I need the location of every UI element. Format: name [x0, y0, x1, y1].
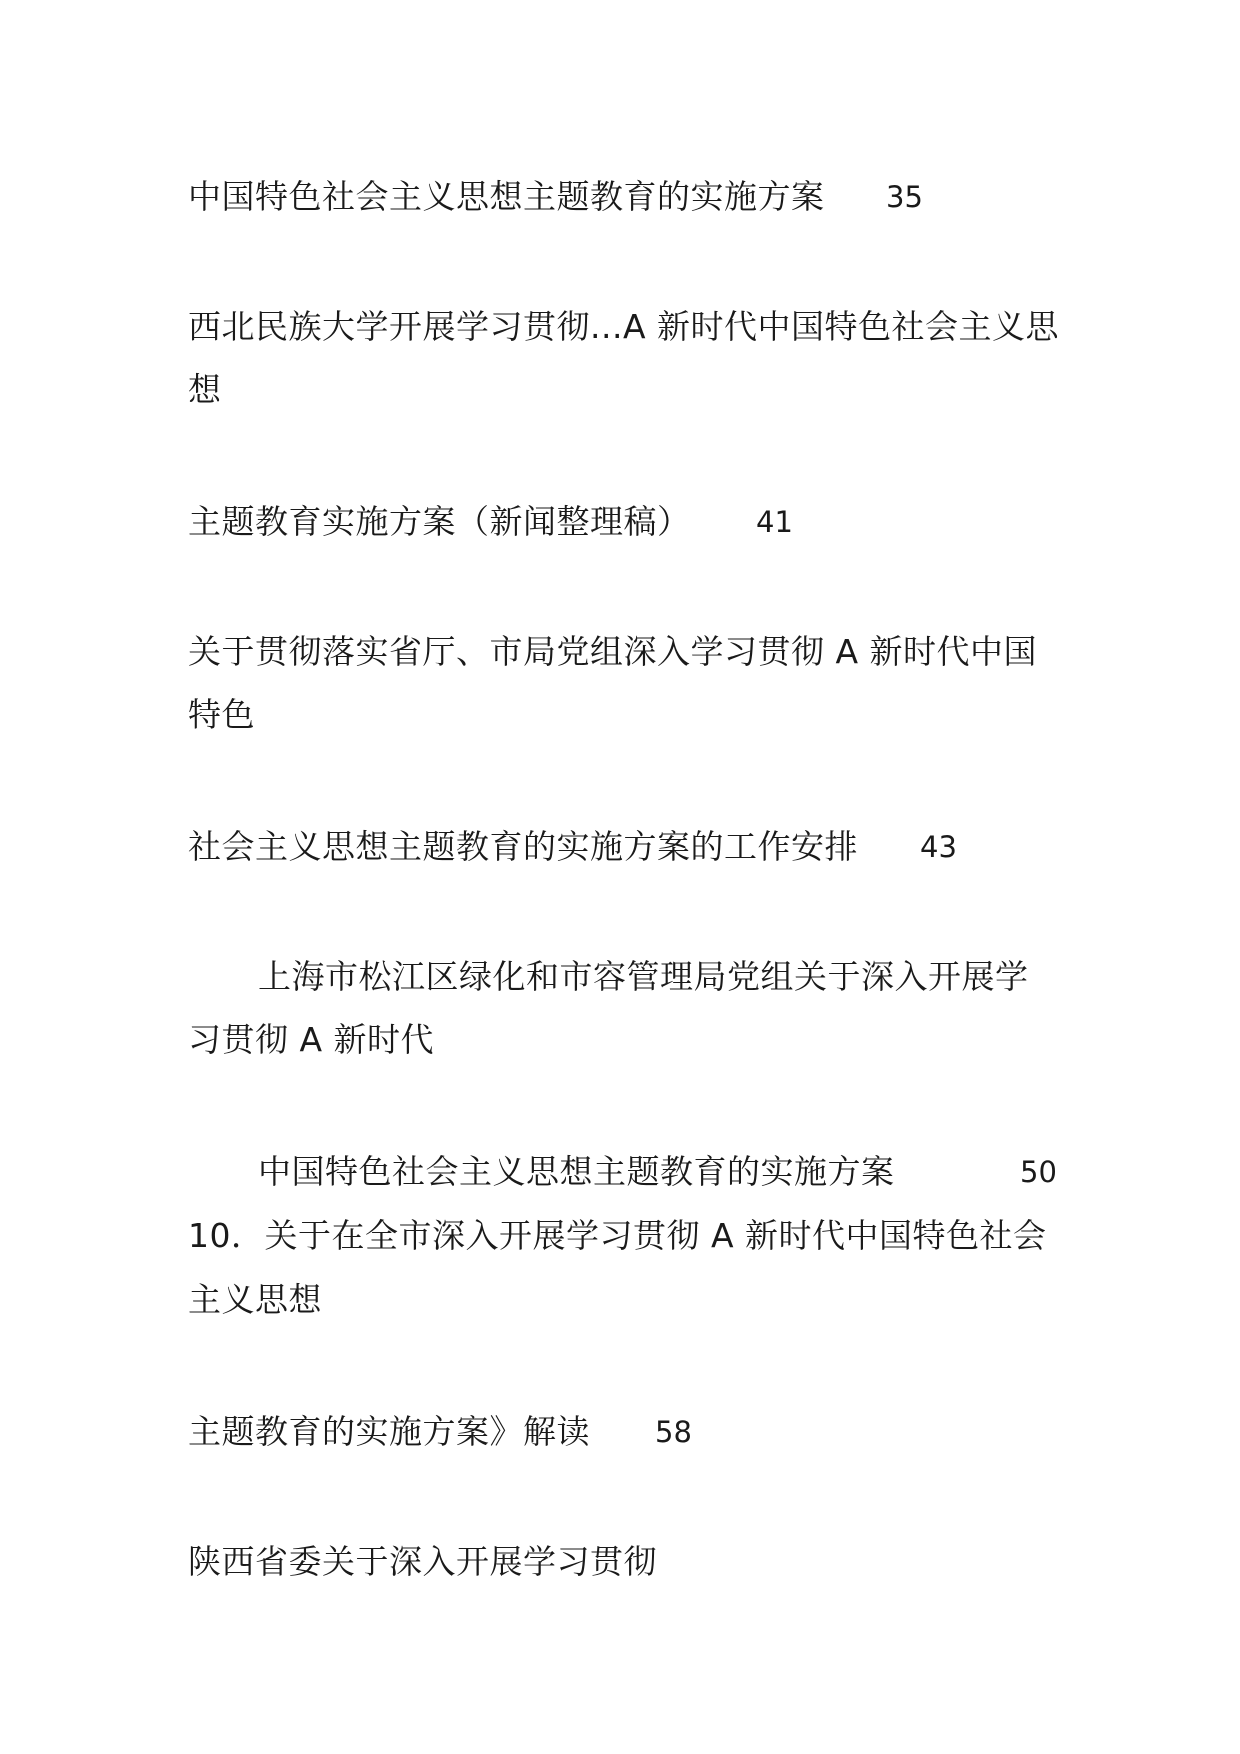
toc-entry-continuation	[188, 1280, 1068, 1320]
toc-entry-text: 中国特色社会主义思想主题教育的实施方案	[188, 177, 825, 216]
toc-entry-text: 社会主义思想主题教育的实施方案的工作安排	[188, 827, 858, 866]
toc-entry-text: 想	[188, 370, 222, 409]
toc-entry	[188, 1216, 1068, 1256]
toc-entry	[188, 177, 1068, 217]
toc-entry-continuation	[188, 370, 1068, 410]
toc-entry	[188, 307, 1068, 347]
toc-entry-text: 主题教育实施方案（新闻整理稿）	[188, 502, 691, 541]
toc-entry-text: 西北民族大学开展学习贯彻...A 新时代中国特色社会主义思	[188, 307, 1060, 346]
toc-entry-text: 特色	[188, 695, 255, 734]
toc-page-number: 43	[920, 830, 957, 864]
toc-entry	[188, 632, 1068, 672]
toc-entry-text: 陕西省委关于深入开展学习贯彻	[188, 1542, 657, 1581]
toc-page-number: 35	[886, 180, 923, 214]
toc-entry	[188, 1412, 1068, 1452]
toc-entry-text: 10．关于在全市深入开展学习贯彻 A 新时代中国特色社会	[188, 1216, 1047, 1255]
toc-entry-text: 主义思想	[188, 1280, 322, 1319]
toc-entry-text: 关于贯彻落实省厅、市局党组深入学习贯彻 A 新时代中国	[188, 632, 1038, 671]
toc-page-number: 50	[1020, 1155, 1057, 1189]
toc-entry-continuation	[188, 695, 1068, 735]
toc-entry-text: 主题教育的实施方案》解读	[188, 1412, 590, 1451]
toc-page-number: 58	[655, 1415, 692, 1449]
toc-entry-text: 中国特色社会主义思想主题教育的实施方案	[258, 1152, 895, 1191]
toc-entry	[188, 502, 1068, 542]
toc-entry	[258, 1152, 1068, 1192]
toc-entry-text: 上海市松江区绿化和市容管理局党组关于深入开展学	[258, 957, 1029, 996]
toc-entry-text: 习贯彻 A 新时代	[188, 1020, 435, 1059]
toc-entry	[188, 1542, 1068, 1582]
toc-page-number: 41	[756, 505, 793, 539]
toc-entry	[258, 957, 1068, 997]
toc-entry-continuation	[188, 1020, 1068, 1060]
